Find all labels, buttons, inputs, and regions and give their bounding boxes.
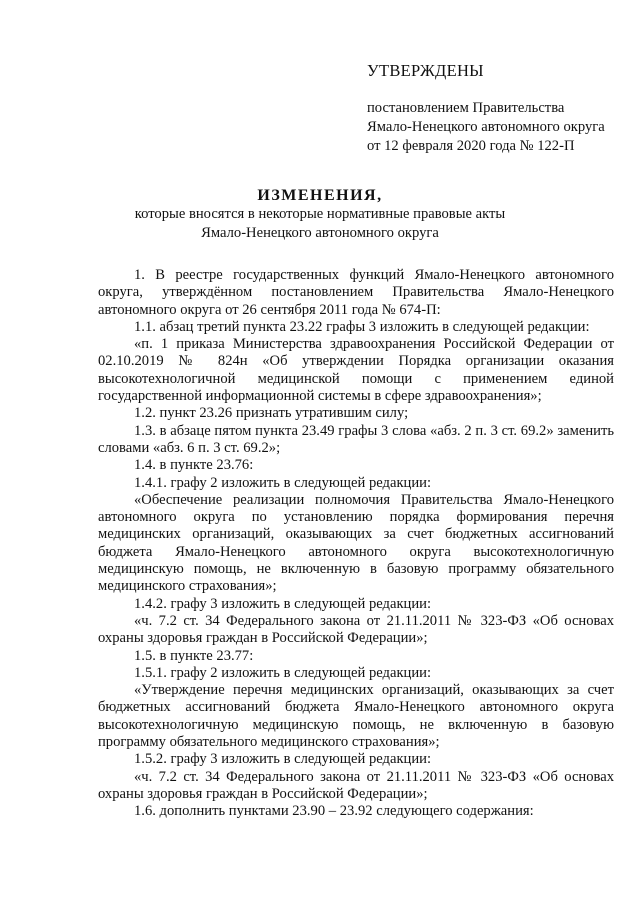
- approval-title: УТВЕРЖДЕНЫ: [367, 61, 484, 80]
- paragraph: 1. В реестре государственных функций Ямало-Ненецкого автономного округа, утверждённом постановлением Правительства Ямало-Ненецкого автономного округа от 26 сентября 2011 года № 674-П:: [98, 267, 614, 318]
- document-subtitle-line: Ямало-Ненецкого автономного округа: [201, 225, 439, 241]
- paragraph: «ч. 7.2 ст. 34 Федерального закона от 21.11.2011 № 323-ФЗ «Об основах охраны здоровья граждан в Российской Федерации»;: [98, 768, 614, 802]
- approval-line: постановлением Правительства: [367, 100, 565, 116]
- paragraph: 1.4.2. графу 3 изложить в следующей редакции:: [134, 595, 432, 612]
- document-body: [98, 267, 614, 821]
- paragraph: 1.4. в пункте 23.76:: [134, 457, 254, 474]
- paragraph: 1.3. в абзаце пятом пункта 23.49 графы 3 слова «абз. 2 п. 3 ст. 69.2» заменить словами «абз. 6 п. 3 ст. 69.2»;: [98, 422, 614, 456]
- paragraph: «Утверждение перечня медицинских организаций, оказывающих за счет бюджетных ассигнований бюджета Ямало-Ненецкого автономного округа высокотехнологичную медицинскую помощь, не включенную в базовую программу обязательного медицинского страхования»;: [98, 682, 614, 751]
- approval-line: Ямало-Ненецкого автономного округа: [367, 119, 605, 135]
- paragraph: 1.4.1. графу 2 изложить в следующей редакции:: [134, 474, 432, 491]
- paragraph: «ч. 7.2 ст. 34 Федерального закона от 21.11.2011 № 323-ФЗ «Об основах охраны здоровья граждан в Российской Федерации»;: [98, 612, 614, 647]
- paragraph: 1.1. абзац третий пункта 23.22 графы 3 изложить в следующей редакции:: [134, 318, 590, 335]
- document-title: ИЗМЕНЕНИЯ,: [257, 187, 383, 204]
- paragraph: «Обеспечение реализации полномочия Правительства Ямало-Ненецкого автономного округа по установлению порядка формирования перечня медицинских организаций, оказывающих за счет бюджетных ассигнований бюджета Ямало-Ненецкого автономного округа высокотехнологичную медицинскую помощь, не включенную в базовую программу обязательного медицинского страхования»;: [98, 491, 614, 595]
- approval-line: от 12 февраля 2020 года № 122-П: [367, 138, 575, 154]
- document-heading: [0, 186, 640, 243]
- paragraph: 1.5.1. графу 2 изложить в следующей редакции:: [134, 664, 432, 681]
- paragraph: 1.5. в пункте 23.77:: [134, 647, 254, 664]
- paragraph: 1.5.2. графу 3 изложить в следующей редакции:: [134, 751, 432, 768]
- paragraph: 1.2. пункт 23.26 признать утратившим силу;: [134, 405, 409, 422]
- approval-stamp: [367, 61, 629, 156]
- paragraph: «п. 1 приказа Министерства здравоохранения Российской Федерации от 02.10.2019 № 824н «Об утверждении Порядка организации оказания высокотехнологичной медицинской помощи с применением единой государственной информационной системы в сфере здравоохранения»;: [98, 336, 614, 405]
- paragraph: 1.6. дополнить пунктами 23.90 – 23.92 следующего содержания:: [134, 803, 534, 820]
- document-subtitle-line: которые вносятся в некоторые нормативные правовые акты: [134, 206, 506, 222]
